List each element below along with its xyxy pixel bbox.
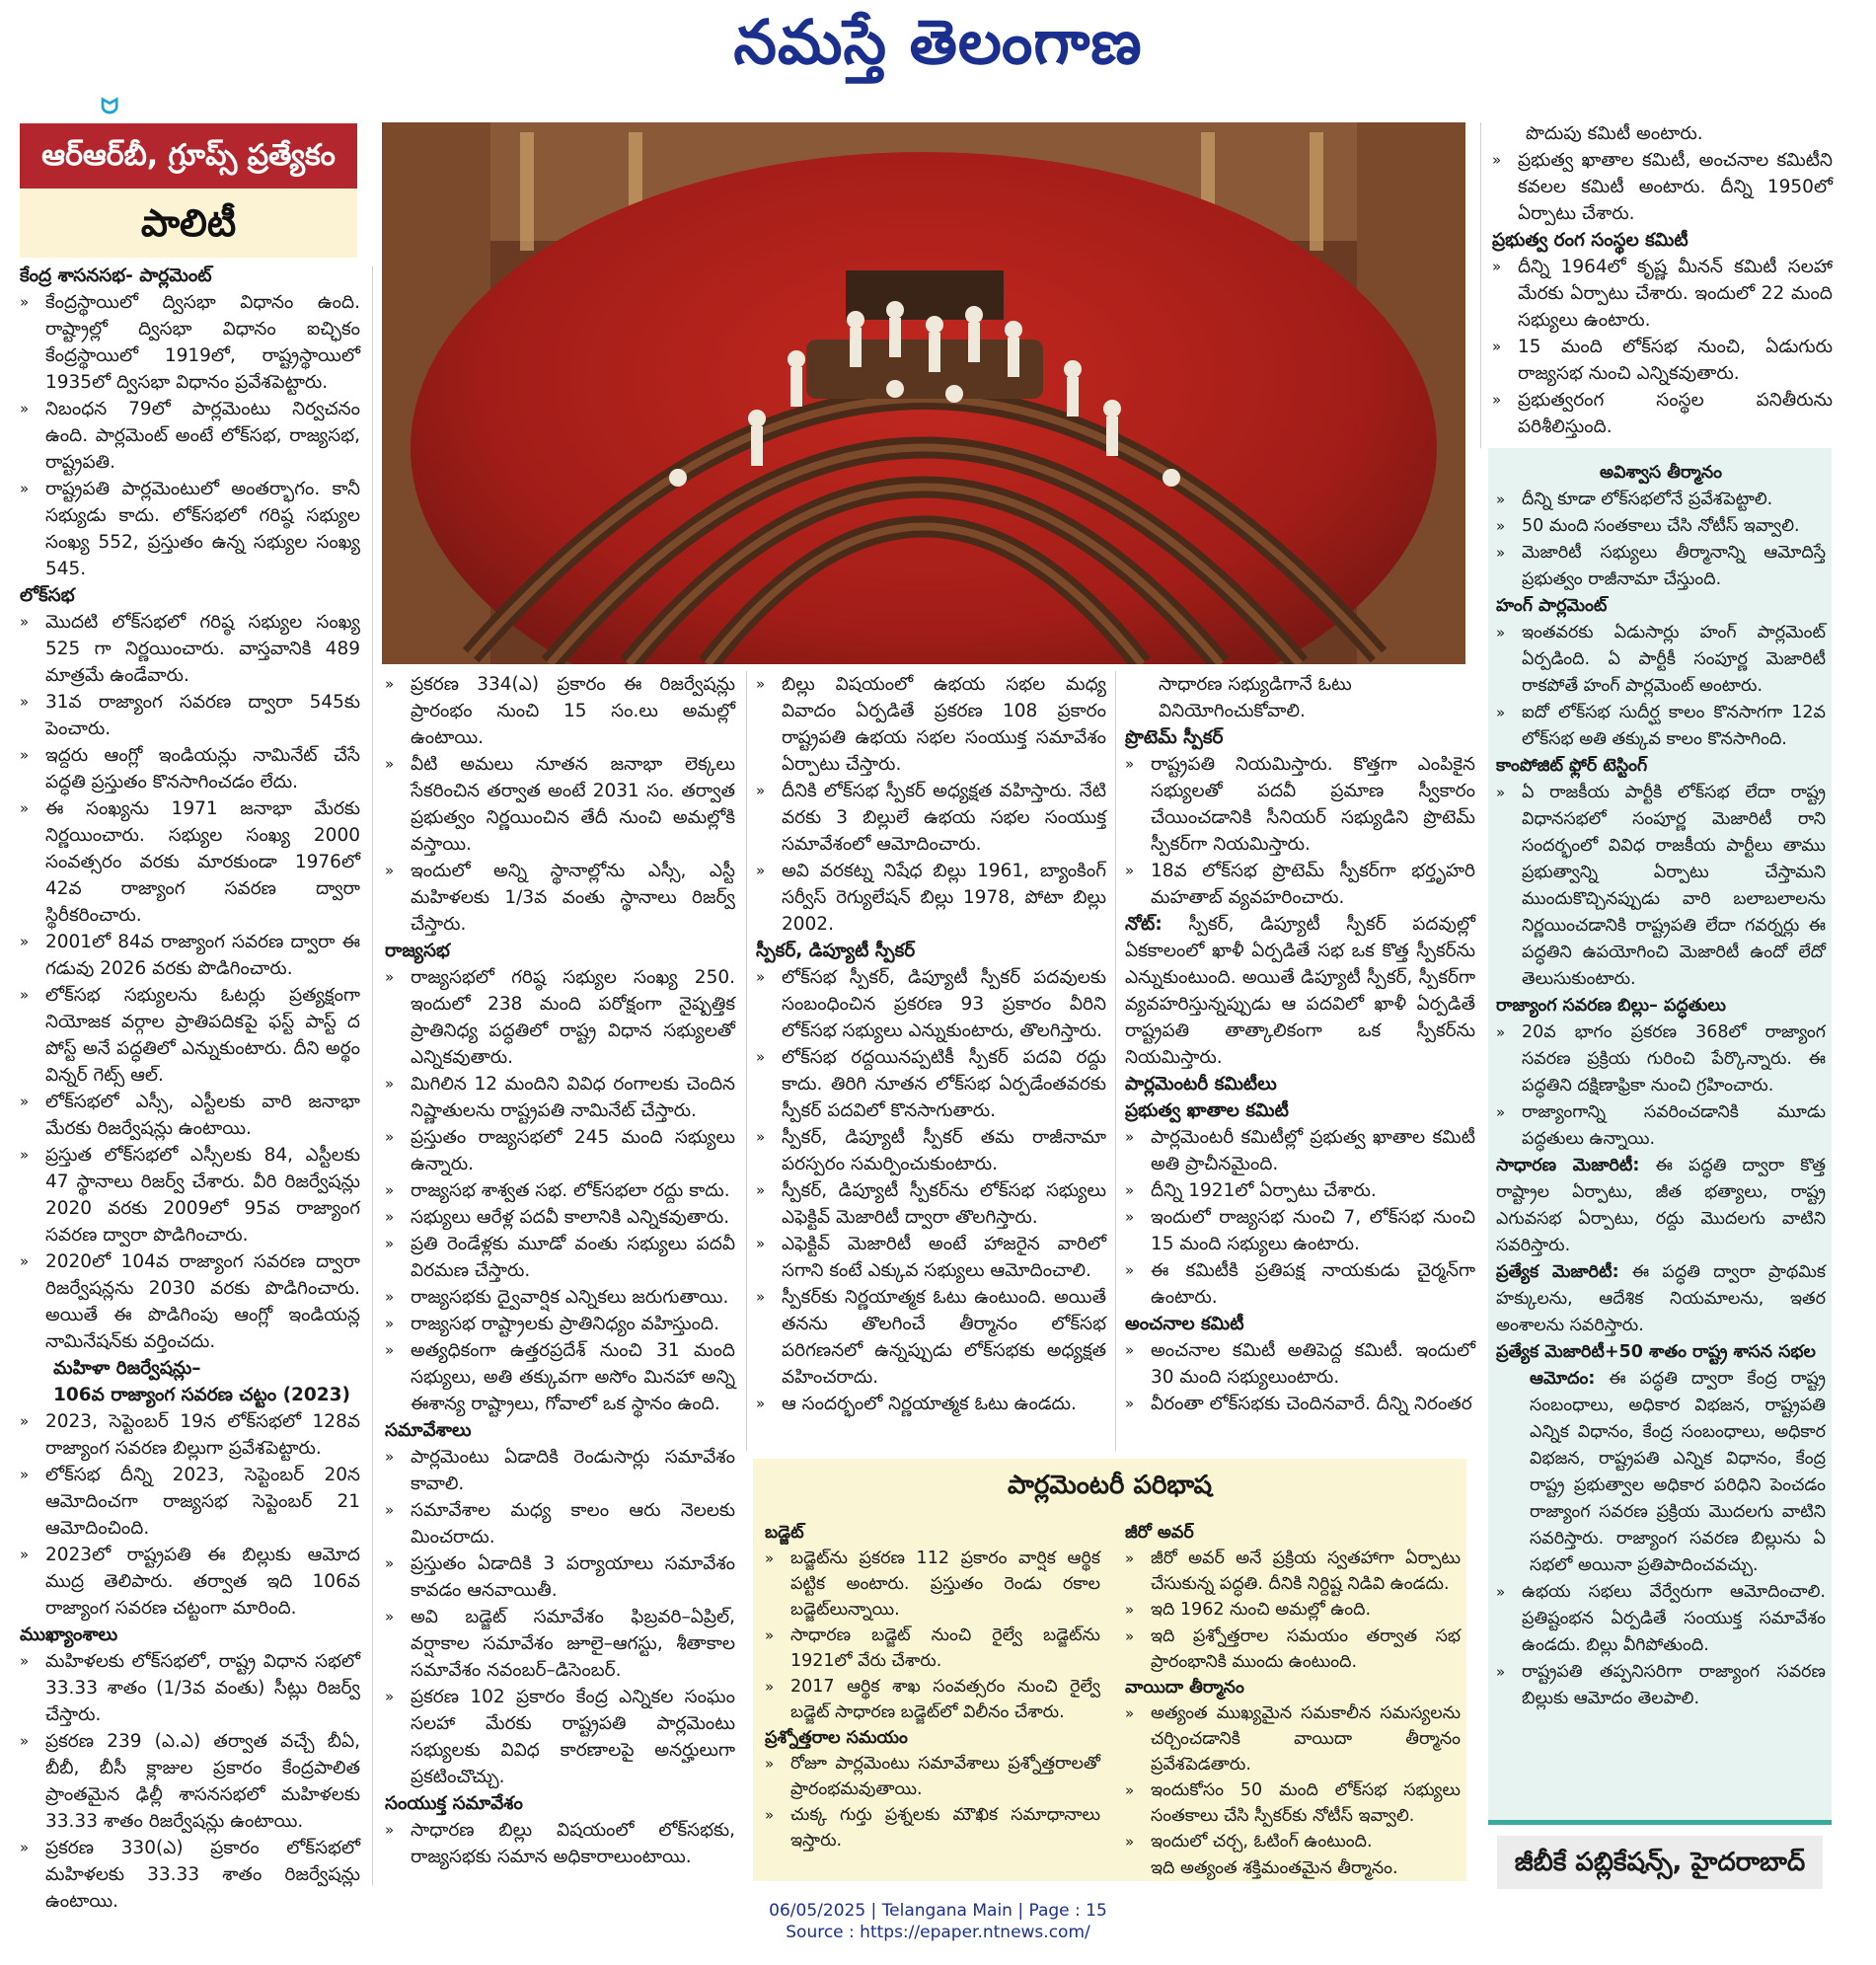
bullet-icon: » — [1496, 491, 1506, 508]
bullet-item: » ప్రభుత్వ ఖాతాల కమిటీ, అంచనాల కమిటీని కవలల కమిటీ అంటారు. దీన్ని 1950లో ఏర్పాటు చేశారు. — [1492, 147, 1833, 227]
bullet-item: » స్పీకర్, డిప్యూటీ స్పీకర్ తమ రాజీనామా పరస్పరం సమర్పించుకుంటారు. — [756, 1124, 1106, 1177]
bullet-icon: » — [20, 1412, 30, 1430]
bullet-item: » మిగిలిన 12 మందిని వివిధ రంగాలకు చెందిన నిష్ణాతులను రాష్ట్రపతి నామినేట్ చేస్తారు. — [385, 1071, 735, 1124]
bullet-item: » ప్రకరణ 239 (ఎ.ఎ) తర్వాత వచ్చే బీఏ, బీబీ, బీసీ క్లాజుల ప్రకారం కేంద్రపాలిత ప్రాంతమైన ఢిల్లీ శాసనసభలో మహిళలకు 33.33 శాతం రిజర్వేషన్లు ఉంటాయి. — [20, 1728, 360, 1835]
bullet-icon: » — [385, 1235, 395, 1252]
bullet-icon: » — [1496, 1103, 1506, 1121]
bullet-item: » ప్రభుత్వరంగ సంస్థల పనితీరును పరిశీలిస్తుంది. — [1492, 387, 1833, 440]
bullet-item: » సాధారణ బిల్లు విషయంలో లోక్‌సభకు, రాజ్యసభకు సమాన అధికారాలుంటాయి. — [385, 1817, 735, 1870]
bullet-item: » సాధారణ బడ్జెట్ నుంచి రైల్వే బడ్జెట్‌ను 1921లో వేరు చేశారు. — [765, 1623, 1100, 1674]
column-rule — [1115, 671, 1116, 1451]
bullet-icon: » — [385, 1501, 395, 1519]
bullet-item: » లోక్‌సభ రద్దయినప్పటికీ స్పీకర్ పదవి రద్దు కాదు. తిరిగి నూతన లోక్‌సభ ఏర్పడేంతవరకు స్పీకర్ పదవిలో కొనసాగుతారు. — [756, 1044, 1106, 1124]
subheading: ప్రభుత్వ రంగ సంస్థల కమిటీ — [1492, 230, 1688, 251]
bullet-icon: » — [765, 1626, 775, 1644]
bullet-icon: » — [1125, 1261, 1135, 1279]
bullet-item: » ఇది 1962 నుంచి అమల్లో ఉంది. — [1125, 1597, 1461, 1624]
newspaper-masthead: నమస్తే తెలంగాణ — [733, 6, 1143, 78]
bullet-item: » వీటి అమలు నూతన జనాభా లెక్కలు సేకరించిన తర్వాత అంటే 2031 సం. తర్వాత ప్రభుత్వం నిర్ణయించిన తేదీ నుంచి అమల్లోకి వస్తాయి. — [385, 751, 735, 858]
bullet-item: » 50 మంది సంతకాలు చేసి నోటీస్ ఇవ్వాలి. — [1496, 513, 1826, 540]
parliament-chamber-photo — [382, 122, 1465, 664]
bullet-item: » ప్రస్తుత లోక్‌సభలో ఎస్సీలకు 84, ఎస్టీలకు 47 స్థానాలు రిజర్వ్ చేశారు. వీరి రిజర్వేషన్లు 2020 వరకు 2009లో 95వ రాజ్యాంగ సవరణ ద్వారా పొడిగించారు. — [20, 1142, 360, 1248]
bullet-item: » మొదటి లోక్‌సభలో గరిష్ఠ సభ్యుల సంఖ్య 525 గా నిర్ణయించారు. వాస్తవానికి 489 మాత్రమే ఉండేవారు. — [20, 609, 360, 689]
bullet-item: » రాష్ట్రపతి తప్పనిసరిగా రాజ్యాంగ సవరణ బిల్లుకు ఆమోదం తెలపాలి. — [1496, 1659, 1826, 1712]
bullet-item: » ఇందులో రాజ్యసభ నుంచి 7, లోక్‌సభ నుంచి 15 మంది సభ్యులు ఉంటారు. — [1125, 1204, 1475, 1257]
glossary-left — [765, 1520, 1100, 1853]
subheading: 106వ రాజ్యాంగ సవరణ చట్టం (2023) — [53, 1385, 350, 1405]
subheading: స్పీకర్, డిప్యూటీ స్పీకర్ — [756, 941, 916, 961]
bullet-item: » ఇది ప్రశ్నోత్తరాల సమయం తర్వాత సభ ప్రారంభానికి ముందు ఉంటుంది. — [1125, 1624, 1461, 1675]
bullet-icon: » — [385, 1208, 395, 1226]
bullet-item: » మహిళలకు లోక్‌సభలో, రాష్ట్ర విధాన సభలో 33.33 శాతం (1/3వ వంతు) సీట్లు రిజర్వ్ చేస్తారు. — [20, 1648, 360, 1728]
bullet-icon: » — [1125, 1833, 1135, 1851]
bullet-item: » ఇందులో చర్చ, ఓటింగ్ ఉంటుంది. — [1125, 1829, 1461, 1855]
bullet-icon: » — [20, 1546, 30, 1563]
bullet-icon: » — [1496, 517, 1506, 535]
subheading: ప్రభుత్వ ఖాతాల కమిటీ — [1125, 1100, 1289, 1121]
publisher-credit: జీబీకే పబ్లికేషన్స్, హైదరాబాద్ — [1497, 1836, 1823, 1889]
subheading: రాజ్యసభ — [385, 941, 450, 961]
subheading: హంగ్ పార్లమెంట్ — [1496, 596, 1608, 616]
method-paragraph: ప్రత్యేక మెజారిటీ: ఈ పద్ధతి ద్వారా ప్రాథమిక హక్కులను, ఆదేశిక నియమాలను, ఇతర అంశాలను సవరిస్తారు. — [1496, 1262, 1826, 1335]
bullet-item: » దీన్ని కూడా లోక్‌సభలోనే ప్రవేశపెట్టాలి. — [1496, 487, 1826, 513]
parliament-chamber-illustration — [382, 122, 1465, 664]
bullet-icon: » — [20, 1146, 30, 1164]
bullet-item: » 2017 ఆర్థిక శాఖ సంవత్సరం నుంచి రైల్వే బడ్జెట్ సాధారణ బడ్జెట్‌లో విలీనం చేశారు. — [765, 1674, 1100, 1725]
bullet-item: » ఈ కమిటీకి ప్రతిపక్ష నాయకుడు చైర్మన్‌గా ఉంటారు. — [1125, 1257, 1475, 1311]
bullet-icon: » — [20, 1652, 30, 1670]
bullet-item: » 2023లో రాష్ట్రపతి ఈ బిల్లుకు ఆమోద ముద్ర తెలిపారు. తర్వాత ఇది 106వ రాజ్యాంగ సవరణ చట్టంగా మారింది. — [20, 1542, 360, 1622]
page-footer — [0, 1900, 1876, 1943]
bullet-item: » పార్లమెంటు ఏడాదికి రెండుసార్లు సమావేశం కావాలి. — [385, 1444, 735, 1497]
bullet-item: » కేంద్రస్థాయిలో ద్విసభా విధానం ఉంది. రాష్ట్రాల్లో ద్విసభా విధానం ఐచ్ఛికం కేంద్రస్థాయిలో 1919లో, రాష్ట్రస్థాయిలో 1935లో ద్విసభా విధానం ప్రవేశపెట్టారు. — [20, 289, 360, 396]
bullet-item: » చుక్క గుర్తు ప్రశ్నలకు మౌఖిక సమాధానాలు ఇస్తారు. — [765, 1802, 1100, 1853]
bullet-item: » ఇందులో అన్ని స్థానాల్లోను ఎస్సీ, ఎస్టీ మహిళలకు 1/3వ వంతు స్థానాలు రిజర్వ్ చేస్తారు. — [385, 858, 735, 938]
bullet-icon: » — [1496, 1023, 1506, 1041]
note-label: నోట్: — [1125, 914, 1163, 935]
bullet-item: » 20వ భాగం ప్రకరణ 368లో రాజ్యాంగ సవరణ ప్రక్రియ గురించి పేర్కొన్నారు. ఈ పద్ధతిని దక్షిణాఫ్రికా నుంచి గ్రహించారు. — [1496, 1020, 1826, 1099]
bullet-item: » ప్రకరణ 102 ప్రకారం కేంద్ర ఎన్నికల సంఘం సలహా మేరకు రాష్ట్రపతి పార్లమెంటు సభ్యులకు వివిధ కారణాలపై అనర్హులుగా ప్రకటించొచ్చు. — [385, 1684, 735, 1790]
bullet-item: » ఐదో లోక్‌సభ సుదీర్ఘ కాలం కొనసాగగా 12వ లోక్‌సభ అతి తక్కువ కాలం కొనసాగింది. — [1496, 700, 1826, 753]
bullet-item: » సభ్యులు ఆరేళ్ల పదవీ కాలానికి ఎన్నికవుతారు. — [385, 1204, 735, 1231]
article-column-5 — [1492, 120, 1833, 440]
bullet-icon: » — [1125, 1627, 1135, 1645]
bullet-icon: » — [385, 1288, 395, 1306]
continued-text: పొదుపు కమిటీ అంటారు. — [1526, 123, 1703, 144]
note-paragraph: నోట్: స్పీకర్, డిప్యూటీ స్పీకర్ పదవుల్లో ఏకకాలంలో ఖాళీ ఏర్పడితే సభ ఒక కొత్త స్పీకర్‌ను ఎన్నుకుంటుంది. అయితే డిప్యూటీ స్పీకర్, స్పీకర్‌గా వ్యవహరిస్తున్నప్పుడు ఆ పదవిలో ఖాళీ ఏర్పడితే రాష్ట్రపతి తాత్కాలికంగా ఒక స్పీకర్‌ను నియమిస్తారు. — [1125, 914, 1475, 1068]
bullet-item: » ఈ సంఖ్యను 1971 జనాభా మేరకు నిర్ణయించారు. సభ్యుల సంఖ్య 2000 సంవత్సరం వరకు మారకుండా 1976లో 42వ రాజ్యాంగ సవరణ ద్వారా స్థిరీకరించారు. — [20, 795, 360, 929]
subheading: పార్లమెంటరీ కమిటీలు — [1125, 1074, 1277, 1095]
bullet-icon: » — [1125, 1601, 1135, 1619]
glossary-right — [1125, 1520, 1461, 1881]
bullet-icon: » — [756, 1128, 766, 1146]
bullet-item: » బడ్జెట్‌ను ప్రకరణ 112 ప్రకారం వార్షిక ఆర్థిక పట్టిక అంటారు. ప్రస్తుతం రెండు రకాల బడ్జెట్‌లున్నాయి. — [765, 1546, 1100, 1623]
method-paragraph: సాధారణ మెజారిటీ: ఈ పద్ధతి ద్వారా కొత్త రాష్ట్రాల ఏర్పాటు, జీత భత్యాలు, రాష్ట్ర ఎగువసభ ఏర్పాటు, రద్దు మొదలగు వాటిని సవరిస్తారు. — [1496, 1156, 1826, 1255]
subheading: అవిశ్వాస తీర్మానం — [1600, 463, 1722, 483]
subheading: సమావేశాలు — [385, 1420, 472, 1441]
bullet-item: » లోక్‌సభ దీన్ని 2023, సెప్టెంబర్ 20న ఆమోదించగా రాజ్యసభ సెప్టెంబర్ 21 ఆమోదించింది. — [20, 1462, 360, 1542]
bullet-icon: » — [20, 1093, 30, 1110]
subheading: ప్రశ్నోత్తరాల సమయం — [765, 1728, 908, 1748]
bullet-icon: » — [1125, 1395, 1135, 1412]
subheading: ప్రత్యేక మెజారిటీ+50 శాతం రాష్ట్ర శాసన సభల — [1496, 1342, 1816, 1362]
bullet-icon: » — [385, 1448, 395, 1466]
bullet-icon: » — [20, 1252, 30, 1270]
bullet-icon: » — [1125, 862, 1135, 879]
bullet-item: » దీన్ని 1964లో కృష్ణ మీనన్ కమిటీ సలహా మేరకు ఏర్పాటు చేశారు. ఇందులో 22 మంది సభ్యులు ఉంటారు. — [1492, 254, 1833, 334]
bullet-icon: » — [756, 1288, 766, 1306]
bullet-item: » పార్లమెంటరీ కమిటీల్లో ప్రభుత్వ ఖాతాల కమిటీ అతి ప్రాచీనమైంది. — [1125, 1124, 1475, 1177]
bullet-icon: » — [20, 933, 30, 950]
article-column-3 — [756, 671, 1106, 1417]
series-banner: ఆర్ఆర్‌బీ, గ్రూప్స్ ప్రత్యేకం — [20, 123, 357, 189]
bullet-icon: » — [1125, 1341, 1135, 1359]
glossary-title: పార్లమెంటరీ పరిభాష — [1008, 1471, 1212, 1500]
bullet-item: » 2023, సెప్టెంబర్ 19న లోక్‌సభలో 128వ రాజ్యాంగ సవరణ బిల్లుగా ప్రవేశపెట్టారు. — [20, 1408, 360, 1462]
subheading: జీరో అవర్ — [1125, 1523, 1194, 1543]
source-link[interactable]: Source : https://epaper.ntnews.com/ — [786, 1923, 1090, 1942]
article-column-2 — [385, 671, 735, 1870]
bullet-icon: » — [385, 755, 395, 773]
bullet-icon: » — [20, 293, 30, 311]
bullet-icon: » — [765, 1678, 775, 1696]
bullet-icon: » — [385, 1315, 395, 1332]
bullet-item: » అవి వరకట్న నిషేధ బిల్లు 1961, బ్యాంకింగ్ సర్వీస్ రెగ్యులేషన్ బిల్లు 1978, పోటా బిల్లు 2002. — [756, 858, 1106, 938]
bullet-icon: » — [1492, 391, 1502, 409]
bullet-icon: » — [20, 480, 30, 497]
bullet-icon: » — [756, 1235, 766, 1252]
bullet-item: » ఎఫెక్టివ్ మెజారిటీ అంటే హాజరైన వారిలో సగాని కంటే ఎక్కువ సభ్యులు ఆమోదించాలి. — [756, 1231, 1106, 1284]
bullet-item: » జీరో అవర్ అనే ప్రక్రియ స్వతహాగా ఏర్పాటు చేసుకున్న పద్ధతి. దీనికి నిర్దిష్ట నిడివి ఉండదు. — [1125, 1546, 1461, 1597]
bullet-icon: » — [385, 675, 395, 693]
bullet-icon: » — [385, 1181, 395, 1199]
subheading: మహిళా రిజర్వేషన్లు– — [53, 1358, 201, 1379]
bullet-item: » వీరంతా లోక్‌సభకు చెందినవారే. దీన్ని నిరంతర — [1125, 1391, 1475, 1417]
bullet-icon: » — [1496, 1663, 1506, 1681]
bullet-icon: » — [385, 1554, 395, 1572]
bullet-item: » స్పీకర్‌కు నిర్ణయాత్మక ఓటు ఉంటుంది. అయితే తనను తొలగించే తీర్మానం లోక్‌సభ పరిగణనలో ఉన్నప్పుడు లోక్‌సభకు అధ్యక్షత వహించరాదు. — [756, 1284, 1106, 1391]
bullet-icon: » — [1496, 704, 1506, 721]
bullet-icon: » — [20, 693, 30, 711]
bullet-item: » ఏ రాజకీయ పార్టీకి లోక్‌సభ లేదా రాష్ట్ర విధానసభలో సంపూర్ణ మెజారిటీ రాని సందర్భంలో వివిధ రాజకీయ పార్టీలు తాము ప్రభుత్వాన్ని ఏర్పాటు చేస్తామని ముందుకొచ్చినప్పుడు వారి బలాబలాలను నిర్ణయించడానికి రాష్ట్రపతి లేదా గవర్నర్లు ఈ పద్ధతిని ఉపయోగించి మెజారిటీ ఉందో లేదో తెలుసుకుంటారు. — [1496, 780, 1826, 993]
bullet-item: » రాష్ట్రపతి నియమిస్తారు. కొత్తగా ఎంపికైన సభ్యులతో పదవీ ప్రమాణ స్వీకారం చేయించడానికి సీనియర్ సభ్యుడిని ప్రొటెమ్ స్పీకర్‌గా నియమిస్తారు. — [1125, 751, 1475, 858]
subheading: బడ్జెట్ — [765, 1523, 804, 1543]
bullet-icon: » — [756, 968, 766, 986]
bullet-item: » బిల్లు విషయంలో ఉభయ సభల మధ్య వివాదం ఏర్పడితే ప్రకరణ 108 ప్రకారం రాష్ట్రపతి ఉభయ సభల సంయుక్త సమావేశం ఏర్పాటు చేస్తారు. — [756, 671, 1106, 778]
subheading: సంయుక్త సమావేశం — [385, 1793, 523, 1814]
bullet-item: » లోక్‌సభ స్పీకర్, డిప్యూటీ స్పీకర్ పదవులకు సంబంధించిన ప్రకరణ 93 ప్రకారం వీరిని లోక్‌సభ సభ్యులు ఎన్నుకుంటారు, తొలగిస్తారు. — [756, 964, 1106, 1044]
subheading: ముఖ్యాంశాలు — [20, 1625, 118, 1645]
subheading: ప్రొటెమ్ స్పీకర్ — [1125, 727, 1224, 748]
subheading: కేంద్ర శాసనసభ- పార్లమెంట్ — [20, 265, 212, 286]
bullet-item: » 2001లో 84వ రాజ్యాంగ సవరణ ద్వారా ఈ గడువు 2026 వరకు పొడిగించారు. — [20, 929, 360, 982]
bullet-item: » ప్రకరణ 334(ఎ) ప్రకారం ఈ రిజర్వేషన్లు ప్రారంభం నుంచి 15 సం.లు అమల్లో ఉంటాయి. — [385, 671, 735, 751]
bullet-item: » నిబంధన 79లో పార్లమెంటు నిర్వచనం ఉంది. పార్లమెంట్ అంటే లోక్‌సభ, రాజ్యసభ, రాష్ట్రపతి. — [20, 396, 360, 476]
bullet-item: » రాజ్యసభకు ద్వైవార్షిక ఎన్నికలు జరుగుతాయి. — [385, 1284, 735, 1311]
bullet-item: » ప్రస్తుతం ఏడాదికి 3 పర్యాయాలు సమావేశం కావడం ఆనవాయితీ. — [385, 1550, 735, 1604]
bullet-icon: » — [1492, 151, 1502, 169]
subheading: లోక్‌సభ — [20, 585, 75, 606]
bullet-item: » దీన్ని 1921లో ఏర్పాటు చేశారు. — [1125, 1177, 1475, 1204]
article-column-1 — [20, 263, 360, 1915]
bullet-icon: » — [1125, 1208, 1135, 1226]
bullet-item: » అంచనాల కమిటీ అతిపెద్ద కమిటీ. ఇందులో 30 మంది సభ్యులుంటారు. — [1125, 1337, 1475, 1391]
bullet-item: » రాజ్యాంగాన్ని సవరించడానికి మూడు పద్ధతులు ఉన్నాయి. — [1496, 1099, 1826, 1153]
bullet-item: » అవి బడ్జెట్ సమావేశం ఫిబ్రవరి–ఏప్రిల్, వర్షాకాల సమావేశం జూలై–ఆగస్టు, శీతాకాల సమావేశం నవంబర్–డిసెంబర్. — [385, 1604, 735, 1684]
bullet-item: » ప్రతి రెండేళ్లకు మూడో వంతు సభ్యులు పదవీ విరమణ చేస్తారు. — [385, 1231, 735, 1284]
bullet-icon: » — [20, 613, 30, 631]
bullet-item: » అత్యధికంగా ఉత్తరప్రదేశ్ నుంచి 31 మంది సభ్యులు, అతి తక్కువగా అసోం మినహా అన్ని ఈశాన్య రాష్ట్రాలు, గోవాలో ఒక స్థానం ఉంది. — [385, 1337, 735, 1417]
bullet-icon: » — [385, 1341, 395, 1359]
bullet-icon: » — [756, 1395, 766, 1412]
bullet-icon: » — [20, 746, 30, 764]
bullet-item: » ఉభయ సభలు వేర్వేరుగా ఆమోదించాలి. ప్రతిష్టంభన ఏర్పడితే సంయుక్త సమావేశం ఉండదు. బిల్లు వీగిపోతుంది. — [1496, 1579, 1826, 1659]
bullet-item: » ప్రకరణ 330(ఎ) ప్రకారం లోక్‌సభలో మహిళలకు 33.33 శాతం రిజర్వేషన్లు ఉంటాయి. — [20, 1835, 360, 1915]
bullet-item: » 15 మంది లోక్‌సభ నుంచి, ఏడుగురు రాజ్యసభ నుంచి ఎన్నికవుతారు. — [1492, 334, 1833, 387]
bullet-icon: » — [1125, 1128, 1135, 1146]
bullet-icon: » — [20, 400, 30, 417]
bullet-icon: » — [385, 862, 395, 879]
bullet-icon: » — [20, 1466, 30, 1483]
bullet-icon: » — [756, 862, 766, 879]
method-paragraph: ఆమోదం: ఈ పద్ధతి ద్వారా కేంద్ర రాష్ట్ర సంబంధాలు, అధికార విభజన, రాష్ట్రపతి ఎన్నిక విధానం, కేంద్ర సంబంధాలు, అధికార విభజన, రాష్ట్రపతి ఎన్నిక విధానం, కేంద్ర రాష్ట్ర ప్రభుత్వాల అధికార పరిధిని పెంచడం రాజ్యాంగ సవరణ ప్రక్రియ మొదలగు వాటిని సవరిస్తారు. రాజ్యాంగ సవరణ బిల్లును ఏ సభలో అయినా ప్రతిపాదించవచ్చు. — [1530, 1369, 1826, 1575]
bullet-icon: » — [765, 1755, 775, 1773]
info-box — [1496, 460, 1826, 1712]
bullet-icon: » — [385, 1821, 395, 1839]
bullet-icon: » — [756, 782, 766, 799]
bullet-item: » ఇద్దరు ఆంగ్లో ఇండియన్లు నామినేట్ చేసే పద్ధతి ప్రస్తుతం కొనసాగించడం లేదు. — [20, 742, 360, 795]
bullet-icon: » — [1125, 755, 1135, 773]
bullet-item: » దీనికి లోక్‌సభ స్పీకర్ అధ్యక్షత వహిస్తారు. నేటి వరకు 3 బిల్లులే ఉభయ సభల సంయుక్త సమావేశంలో ఆమోదించారు. — [756, 778, 1106, 858]
subheading: వాయిదా తీర్మానం — [1125, 1678, 1244, 1698]
bullet-item: » రాజ్యసభ రాష్ట్రాలకు ప్రాతినిధ్యం వహిస్తుంది. — [385, 1311, 735, 1337]
bullet-icon: » — [1125, 1181, 1135, 1199]
bullet-icon: » — [1496, 624, 1506, 642]
column-rule — [746, 671, 747, 1451]
bullet-icon: » — [765, 1549, 775, 1567]
bullet-icon: » — [385, 1075, 395, 1093]
subheading: రాజ్యాంగ సవరణ బిల్లు– పద్ధతులు — [1496, 996, 1726, 1016]
bullet-icon: » — [20, 1732, 30, 1750]
bullet-icon: » — [756, 675, 766, 693]
column-rule — [1480, 122, 1481, 448]
bullet-item: » 31వ రాజ్యాంగ సవరణ ద్వారా 545కు పెంచారు. — [20, 689, 360, 742]
bullet-icon: » — [1125, 1781, 1135, 1799]
bullet-icon: » — [1496, 784, 1506, 801]
bullet-icon: » — [765, 1806, 775, 1824]
bullet-item: » అత్యంత ముఖ్యమైన సమకాలీన సమస్యలను చర్చించడానికి వాయిదా తీర్మానం ప్రవేశపెడతారు. — [1125, 1700, 1461, 1777]
bullet-icon: » — [385, 1608, 395, 1625]
edition-info: 06/05/2025 | Telangana Main | Page : 15 — [769, 1901, 1107, 1921]
bullet-icon: » — [1496, 544, 1506, 562]
bullet-icon: » — [1125, 1704, 1135, 1722]
bullet-item: » 2020లో 104వ రాజ్యాంగ సవరణ ద్వారా రిజర్వేషన్లను 2030 వరకు పొడిగించారు. అయితే ఈ పొడిగింపు ఆంగ్లో ఇండియన్ల నామినేషన్‌కు వర్తించదు. — [20, 1248, 360, 1355]
bullet-item: » రాష్ట్రపతి పార్లమెంటులో అంతర్భాగం. కానీ సభ్యుడు కాదు. లోక్‌సభలో గరిష్ఠ సభ్యుల సంఖ్య 552, ప్రస్తుతం ఉన్న సభ్యుల సంఖ్య 545. — [20, 476, 360, 582]
bullet-item: » లోక్‌సభలో ఎస్సీ, ఎస్టీలకు వారి జనాభా మేరకు రిజర్వేషన్లు ఉంటాయి. — [20, 1089, 360, 1142]
page-corner-mark-icon: ᗢ — [101, 95, 119, 119]
continued-text: ఇది అత్యంత శక్తిమంతమైన తీర్మానం. — [1151, 1858, 1398, 1878]
bullet-item: » ప్రస్తుతం రాజ్యసభలో 245 మంది సభ్యులు ఉన్నారు. — [385, 1124, 735, 1177]
bullet-icon: » — [385, 1688, 395, 1705]
article-column-4 — [1125, 671, 1475, 1417]
bullet-icon: » — [20, 986, 30, 1004]
bullet-icon: » — [1125, 1549, 1135, 1567]
bullet-item: » రాజ్యసభలో గరిష్ఠ సభ్యుల సంఖ్య 250. ఇందులో 238 మంది పరోక్షంగా నైష్పత్తిక ప్రాతినిధ్య పద్ధతిలో రాష్ట్ర విధాన సభ్యులతో ఎన్నికవుతారు. — [385, 964, 735, 1071]
bullet-icon: » — [385, 1128, 395, 1146]
bullet-item: » రోజూ పార్లమెంటు సమావేశాలు ప్రశ్నోత్తరాలతో ప్రారంభమవుతాయి. — [765, 1751, 1100, 1802]
column-rule — [372, 266, 373, 1885]
subheading: కాంపోజిట్ ఫ్లోర్ టెస్టింగ్ — [1496, 756, 1648, 776]
bullet-item: » రాజ్యసభ శాశ్వత సభ. లోక్‌సభలా రద్దు కాదు. — [385, 1177, 735, 1204]
bullet-item: » ఇందుకోసం 50 మంది లోక్‌సభ సభ్యులు సంతకాలు చేసి స్పీకర్‌కు నోటీస్ ఇవ్వాలి. — [1125, 1777, 1461, 1829]
bullet-item: » 18వ లోక్‌సభ ప్రొటెమ్ స్పీకర్‌గా భర్తృహరి మహతాబ్ వ్యవహరించారు. — [1125, 858, 1475, 911]
bullet-item: » సమావేశాల మధ్య కాలం ఆరు నెలలకు మించరాదు. — [385, 1497, 735, 1550]
bullet-icon: » — [756, 1181, 766, 1199]
subheading: అంచనాల కమిటీ — [1125, 1314, 1244, 1334]
bullet-item: » మెజారిటీ సభ్యులు తీర్మానాన్ని ఆమోదిస్తే ప్రభుత్వం రాజీనామా చేస్తుంది. — [1496, 540, 1826, 593]
bullet-icon: » — [756, 1048, 766, 1066]
topic-banner: పాలిటీ — [20, 189, 357, 258]
bullet-icon: » — [385, 968, 395, 986]
bullet-icon: » — [20, 1839, 30, 1856]
bullet-icon: » — [1496, 1583, 1506, 1601]
bullet-item: » ఇంతవరకు ఏడుసార్లు హంగ్ పార్లమెంట్ ఏర్పడింది. ఏ పార్టీకీ సంపూర్ణ మెజారిటీ రాకపోతే హంగ్ పార్లమెంట్ అంటారు. — [1496, 620, 1826, 700]
bullet-item: » స్పీకర్, డిప్యూటీ స్పీకర్‌ను లోక్‌సభ సభ్యులు ఎఫెక్టివ్ మెజారిటీ ద్వారా తొలగిస్తారు. — [756, 1177, 1106, 1231]
bullet-icon: » — [1492, 258, 1502, 275]
continued-text: సాధారణ సభ్యుడిగానే ఓటు వినియోగించుకోవాలి. — [1159, 674, 1352, 721]
bullet-item: » ఆ సందర్భంలో నిర్ణయాత్మక ఓటు ఉండదు. — [756, 1391, 1106, 1417]
bullet-item: » లోక్‌సభ సభ్యులను ఓటర్లు ప్రత్యక్షంగా నియోజక వర్గాల ప్రాతిపదికపై ఫస్ట్ పాస్ట్ ద పోస్ట్ అనే పద్ధతిలో ఎన్నుకుంటారు. దీని అర్థం విన్నర్ గెట్స్ ఆల్. — [20, 982, 360, 1089]
bullet-icon: » — [20, 799, 30, 817]
bullet-icon: » — [1492, 338, 1502, 355]
